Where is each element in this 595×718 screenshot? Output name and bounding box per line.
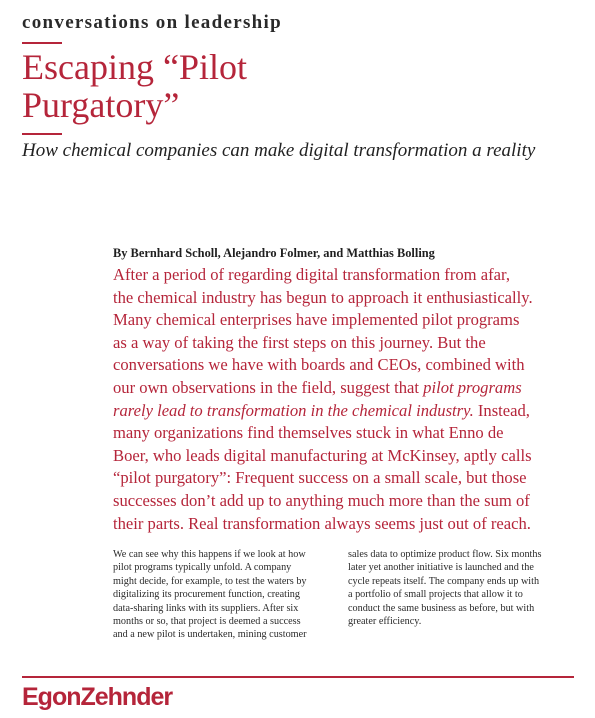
body-line: a portfolio of small projects that allow it to <box>348 589 523 601</box>
lede-line-text: Instead, <box>473 400 530 420</box>
lede-line: Many chemical enterprises have implemented pilot programs <box>113 310 520 330</box>
title-line-1: Escaping “Pilot <box>22 47 247 87</box>
lede-paragraph <box>113 264 588 535</box>
title-divider <box>22 133 62 135</box>
body-line: conduct the same business as before, but with <box>348 602 535 614</box>
body-line: data-sharing links with its suppliers. After six <box>113 602 299 614</box>
article-subtitle: How chemical companies can make digital transformation a reality <box>22 140 536 161</box>
lede-line: as a way of taking the first steps on this journey. But the <box>113 332 486 352</box>
title-line-2: Purgatory” <box>22 85 180 125</box>
body-line: sales data to optimize product flow. Six months <box>348 549 542 560</box>
body-line: months or so, that project is deemed a success <box>113 616 301 628</box>
lede-italic-phrase: pilot programs <box>423 377 522 397</box>
section-kicker: conversations on leadership <box>22 12 282 33</box>
egon-zehnder-logo: EgonZehnder <box>22 683 173 711</box>
body-line: cycle repeats itself. The company ends up with <box>348 575 540 587</box>
body-line: greater efficiency. <box>348 616 422 628</box>
lede-line: conversations we have with boards and CEOs, combined with <box>113 355 525 375</box>
lede-line: their parts. Real transformation always seems just out of reach. <box>113 513 531 533</box>
lede-italic-phrase: rarely lead to transformation in the chemical industry. <box>113 400 474 420</box>
lede-line: After a period of regarding digital transformation from afar, <box>113 265 510 284</box>
byline: By Bernhard Scholl, Alejandro Folmer, and Matthias Bolling <box>113 246 435 260</box>
body-column-2 <box>348 548 580 628</box>
footer-divider <box>22 676 574 678</box>
body-line: We can see why this happens if we look at how <box>113 549 306 560</box>
lede-line: Boer, who leads digital manufacturing at McKinsey, aptly calls <box>113 445 532 465</box>
lede-line <box>113 377 588 400</box>
lede-line-text: our own observations in the field, suggest that <box>113 377 420 397</box>
kicker-divider <box>22 42 62 44</box>
lede-line: the chemical industry has begun to approach it enthusiastically. <box>113 287 533 307</box>
body-line: might decide, for example, to test the waters by <box>113 575 307 587</box>
lede-line <box>113 400 588 423</box>
lede-line: many organizations find themselves stuck in what Enno de <box>113 423 504 443</box>
body-column-1 <box>113 548 345 642</box>
lede-line: successes don’t add up to anything much more than the sum of <box>113 490 530 510</box>
body-line: later yet another initiative is launched and the <box>348 562 534 574</box>
body-line: digitalizing its procurement function, creating <box>113 589 300 601</box>
lede-line: “pilot purgatory”: Frequent success on a small scale, but those <box>113 468 527 488</box>
body-line: and a new pilot is undertaken, mining customer <box>113 629 307 641</box>
body-line: pilot programs typically unfold. A company <box>113 562 292 574</box>
article-title <box>22 48 247 124</box>
